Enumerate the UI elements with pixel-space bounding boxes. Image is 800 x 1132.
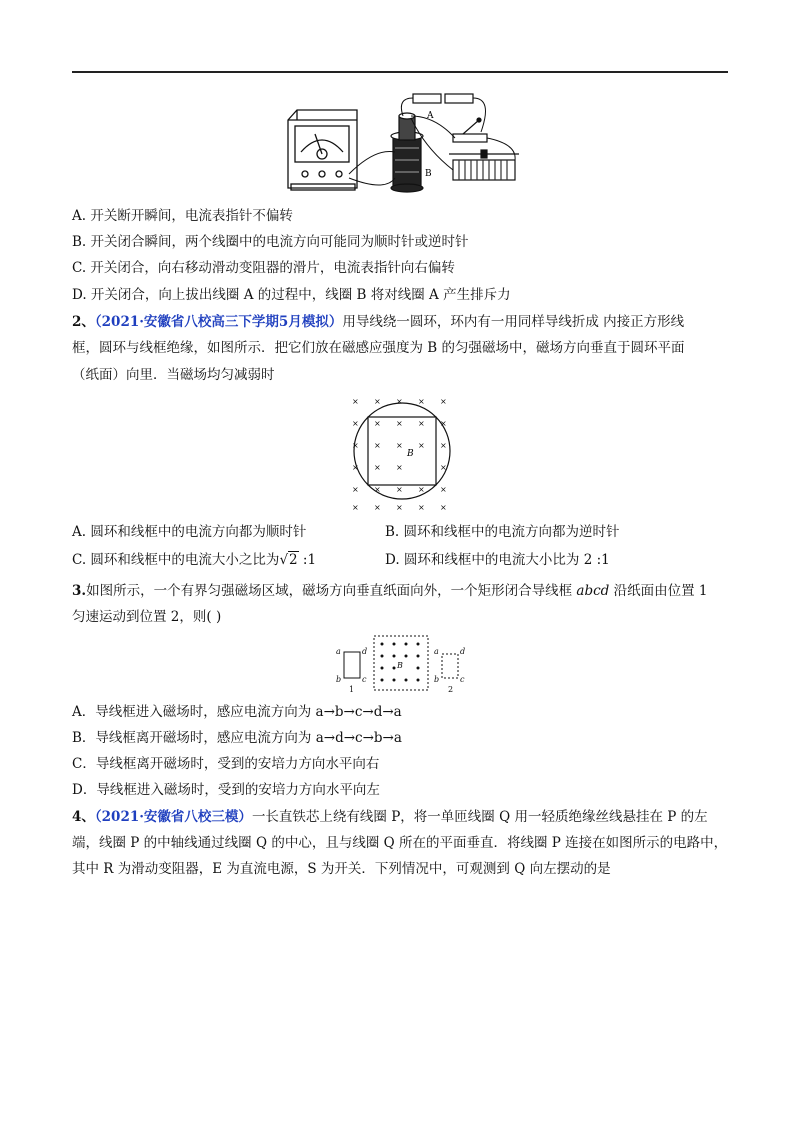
q4-stem-text-1: 一长直铁芯上绕有线圈 P，将一单匝线圈 Q 用一轻质绝缘丝线悬挂在 P 的左 xyxy=(251,809,708,825)
coil-b-icon xyxy=(391,132,423,192)
field-cross-mark: × xyxy=(396,463,403,472)
field-cross-mark: × xyxy=(374,463,381,472)
corner-b-1: b xyxy=(336,675,342,684)
q3-option-a: A．导线框进入磁场时，感应电流方向为 a→b→c→d→a xyxy=(72,704,402,720)
q1-circuit-figure xyxy=(285,88,525,198)
field-cross-mark: × xyxy=(352,441,359,450)
q3-option-d: D．导线框进入磁场时，受到的安培力方向水平向左 xyxy=(72,782,380,798)
q2-option-c-text: C. 圆环和线框中的电流大小之比为 xyxy=(72,552,280,568)
q1-option-b: B. 开关闭合瞬间，两个线圈中的电流方向可能同为顺时针或逆时针 xyxy=(72,234,469,250)
q3-field-region-figure xyxy=(332,632,472,698)
field-cross-mark: × xyxy=(440,419,447,428)
field-dot-mark xyxy=(393,679,396,682)
q2-stem-line-2: 框，圆环与线框绝缘，如图所示．把它们放在磁感应强度为 B 的匀强磁场中，磁场方向垂直于圆环平面 xyxy=(72,340,685,356)
q4-stem-line-1 xyxy=(72,808,708,826)
field-cross-mark: × xyxy=(352,397,359,406)
coil-b-label: B xyxy=(425,169,432,179)
field-cross-mark: × xyxy=(440,463,447,472)
field-cross-mark: × xyxy=(396,485,403,494)
q2-stem-line-3: （纸面）向里．当磁场均匀减弱时 xyxy=(72,367,275,383)
q4-stem-line-2: 端，线圈 P 的中轴线通过线圈 Q 的中心，且与线圈 Q 所在的平面垂直．将线圈 P 连接在如图所示的电路中， xyxy=(72,835,728,851)
q2-source: （2021·安徽省八校高三下学期5月模拟） xyxy=(94,314,343,330)
q2-option-c xyxy=(72,551,316,569)
position-2-label: 2 xyxy=(448,685,454,694)
field-cross-mark: × xyxy=(396,397,403,406)
q3-option-c: C．导线框离开磁场时，受到的安培力方向水平向右 xyxy=(72,756,380,772)
field-cross-mark: × xyxy=(440,485,447,494)
corner-b-2: b xyxy=(434,675,440,684)
field-cross-mark: × xyxy=(418,441,425,450)
battery-icon xyxy=(413,94,473,103)
field-dot-mark xyxy=(405,643,408,646)
corner-c-2: c xyxy=(460,675,465,684)
q1-option-c: C. 开关闭合，向右移动滑动变阻器的滑片，电流表指针向右偏转 xyxy=(72,260,455,276)
field-dot-mark xyxy=(405,679,408,682)
coil-a-label: A xyxy=(427,111,434,121)
position-1-label: 1 xyxy=(349,685,355,694)
q3-option-b: B．导线框离开磁场时，感应电流方向为 a→d→c→b→a xyxy=(72,730,402,746)
q2-option-d: D. 圆环和线框中的电流大小比为 2 :1 xyxy=(385,552,610,568)
q2-stem-line-1 xyxy=(72,313,684,331)
galvanometer-icon xyxy=(288,110,357,190)
field-dot-mark xyxy=(405,655,408,658)
field-cross-mark: × xyxy=(418,485,425,494)
field-dot-mark xyxy=(381,667,384,670)
q3-frame-name: abcd xyxy=(576,583,610,599)
q2-option-b: B. 圆环和线框中的电流方向都为逆时针 xyxy=(385,524,620,540)
q3-number: 3. xyxy=(72,583,87,599)
field-cross-mark: × xyxy=(374,503,381,511)
field-cross-mark: × xyxy=(374,441,381,450)
field-cross-mark: × xyxy=(352,503,359,511)
q2-option-c-suffix: :1 xyxy=(298,552,317,568)
q3-stem-text-a: 如图所示，一个有界匀强磁场区域，磁场方向垂直纸面向外，一个矩形闭合导线框 xyxy=(86,583,577,599)
sqrt-radicand: 2 xyxy=(289,552,298,568)
field-dot-mark xyxy=(417,679,420,682)
q2-field-label: B xyxy=(407,449,414,459)
field-cross-mark: × xyxy=(418,397,425,406)
field-cross-mark: × xyxy=(352,485,359,494)
field-cross-mark: × xyxy=(440,441,447,450)
coil-a-icon xyxy=(399,113,415,140)
field-cross-mark: × xyxy=(396,441,403,450)
field-cross-mark: × xyxy=(440,503,447,511)
q1-option-d: D. 开关闭合，向上拔出线圈 A 的过程中，线圈 B 将对线圈 A 产生排斥力 xyxy=(72,287,511,303)
field-cross-mark: × xyxy=(352,419,359,428)
field-dot-mark xyxy=(417,643,420,646)
field-cross-mark: × xyxy=(374,419,381,428)
field-cross-mark: × xyxy=(440,397,447,406)
field-dot-mark xyxy=(393,667,396,670)
field-cross-mark: × xyxy=(374,397,381,406)
field-dot-mark xyxy=(381,655,384,658)
corner-a-2: a xyxy=(434,647,439,656)
field-cross-mark: × xyxy=(396,419,403,428)
field-cross-mark: × xyxy=(352,463,359,472)
corner-d-1: d xyxy=(362,647,368,656)
corner-d-2: d xyxy=(460,647,466,656)
field-cross-mark: × xyxy=(374,485,381,494)
field-cross-mark: × xyxy=(418,419,425,428)
field-dot-mark xyxy=(417,655,420,658)
field-cross-mark: × xyxy=(418,503,425,511)
field-cross-mark: × xyxy=(396,503,403,511)
field-dot-mark xyxy=(381,643,384,646)
corner-c-1: c xyxy=(362,675,367,684)
q3-stem-line-2: 匀速运动到位置 2，则( ) xyxy=(72,609,222,625)
q3-stem-line-1 xyxy=(72,582,707,600)
sqrt-symbol: √2 xyxy=(279,552,298,568)
corner-a-1: a xyxy=(336,647,341,656)
field-dot-mark xyxy=(393,643,396,646)
q4-stem-line-3: 其中 R 为滑动变阻器，E 为直流电源，S 为开关．下列情况中，可观测到 Q 向左摆动的是 xyxy=(72,861,611,877)
q2-number: 2、 xyxy=(72,314,95,330)
rheostat-icon xyxy=(449,150,519,180)
field-dot-mark xyxy=(393,655,396,658)
header-rule xyxy=(72,71,728,73)
q1-option-a: A. 开关断开瞬间，电流表指针不偏转 xyxy=(72,208,293,224)
frame-position-2 xyxy=(442,654,458,678)
q3-stem-text-b: 沿纸面由位置 1 xyxy=(609,583,708,599)
frame-position-1 xyxy=(344,652,360,678)
q2-option-a: A. 圆环和线框中的电流方向都为顺时针 xyxy=(72,524,307,540)
q3-field-label: B xyxy=(397,661,403,670)
field-dot-mark xyxy=(381,679,384,682)
q4-number: 4、 xyxy=(72,809,95,825)
q2-stem-text-1: 用导线绕一圆环，环内有一用同样导线折成 内接正方形线 xyxy=(342,314,685,330)
q2-ring-square-figure xyxy=(346,393,458,511)
field-dot-mark xyxy=(417,667,420,670)
q4-source: （2021·安徽省八校三模） xyxy=(94,809,252,825)
